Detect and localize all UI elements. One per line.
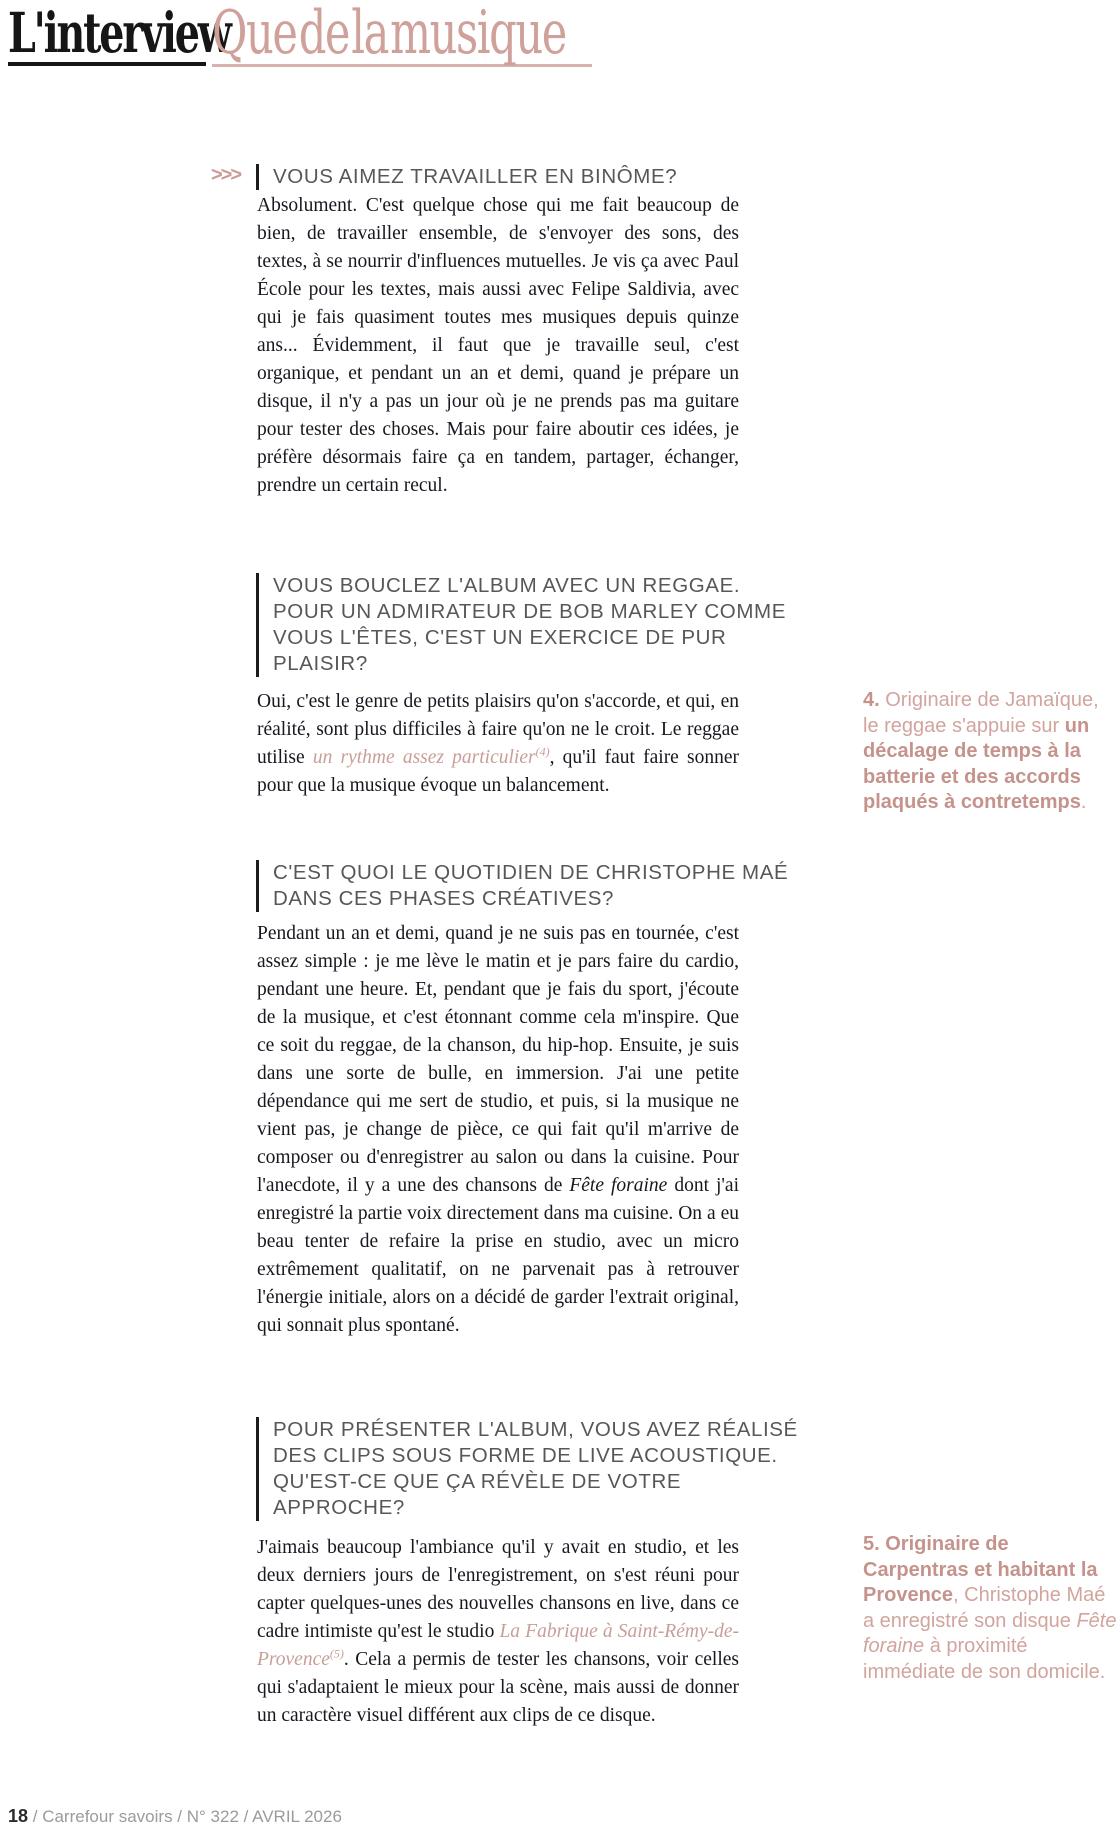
note-5-album-title: Fête foraine [863,1609,1117,1657]
answer-2-text: Oui, c'est le genre de petits plaisirs qu'on s'accorde, et qui, en réalité, sont plus difficiles à faire qu'on ne le croit. Le reggae utilise [257,691,739,768]
note-5-end: à proximité immédiate de son domicile. [863,1635,1106,1683]
page-number: 18 [8,1806,29,1826]
masthead-section [8,0,230,66]
question-bar [256,573,259,677]
question-block-3 [256,860,801,912]
answer-2-accent-phrase: un rythme assez particulier [312,747,536,768]
footer-issue-date: AVRIL 2026 [252,1807,342,1826]
sidebar-note-4 [863,688,1117,816]
question-bar [256,860,259,912]
answer-4-text-end: . Cela a permis de tester les chansons, voir celles qui s'adaptaient le mieux pour la scène, mais aussi de donner un caractère visuel différent aux clips de ce disque. [257,1649,739,1726]
question-4: POUR PRÉSENTER L'ALBUM, VOUS AVEZ RÉALISÉ DES CLIPS SOUS FORME DE LIVE ACOUSTIQUE. QU'EST-CE QUE ÇA RÉVÈLE DE VOTRE APPROCHE? [273,1418,798,1519]
footnote-ref-4: (4) [535,744,550,759]
note-4-end: . [1080,791,1087,813]
answer-4-accent-phrase: La Fabrique à Saint-Rémy-de-Provence [257,1621,739,1670]
note-4-number: 4. [863,689,880,711]
article-title: Que de la musique [212,0,566,68]
question-block-1 [211,164,678,190]
note-5-text: , Christophe Maé a enregistré son disque [863,1584,1106,1632]
note-4-text: Originaire de Jamaïque, le reggae s'appuie sur [863,689,1099,737]
masthead-title [212,2,592,67]
question-2: VOUS BOUCLEZ L'ALBUM AVEC UN REGGAE. POUR UN ADMIRATEUR DE BOB MARLEY COMME VOUS L'ÊTES, C'EST UN EXERCICE DE PUR PLAISIR? [273,574,786,675]
answer-3-text-end: dont j'ai enregistré la partie voix directement dans ma cuisine. On a eu beau tenter de refaire la prise en studio, avec un micro extrêmement qualitatif, on ne parvenait pas à retrouver l'énergie initiale, alors on a décidé de garder l'extrait original, qui sonnait plus spontané. [257,1175,739,1336]
footnote-ref-5: (5) [329,1646,344,1661]
answer-2-text-end: , qu'il faut faire sonner pour que la musique évoque un balancement. [257,747,739,796]
answer-2 [257,688,739,800]
note-5-bold-text: Originaire de Carpentras et habitant la Provence [863,1533,1098,1606]
section-label: L'interview [8,0,230,65]
question-1: VOUS AIMEZ TRAVAILLER EN BINÔME? [273,165,678,188]
note-5-number: 5. [863,1533,880,1555]
answer-3 [257,920,739,1340]
answer-3-album-title: Fête foraine [569,1175,668,1196]
answer-3-text: Pendant un an et demi, quand je ne suis pas en tournée, c'est assez simple : je me lève le matin et je pars faire du cardio, pendant une heure. Et, pendant que je fais du sport, j'écoute de la musique, et c'est étonnant comme cela m'inspire. Que ce soit du reggae, de la chanson, du hip-hop. Ensuite, je suis dans une sorte de bulle, en immersion. J'ai une petite dépendance qui me sert de studio, et puis, si la musique ne vient pas, je change de pièce, ce qui fait qu'il m'arrive de composer ou d'enregistrer au salon ou dans la cuisine. Pour l'anecdote, il y a une des chansons de [257,923,739,1196]
question-bar [256,164,259,190]
question-bar [256,1417,259,1521]
note-4-bold-text: un décalage de temps à la batterie et des accords plaqués à contretemps [863,714,1090,813]
answer-4 [257,1534,739,1730]
sidebar-note-5 [863,1532,1117,1685]
question-block-2 [256,573,801,677]
continuation-marker: >>> [211,164,241,186]
footer-text: / Carrefour savoirs / N° 322 / [28,1807,253,1826]
answer-1: Absolument. C'est quelque chose qui me fait beaucoup de bien, de travailler ensemble, de s'envoyer des sons, des textes, à se nourrir d'influences mutuelles. Je vis ça avec Paul École pour les textes, mais aussi avec Felipe Saldivia, avec qui je fais quasiment toutes mes musiques depuis quinze ans... Évidemment, il faut que je travaille seul, c'est organique, et pendant un an et demi, quand je prépare un disque, il n'y a pas un jour où je ne prends pas ma guitare pour tester des choses. Mais pour faire aboutir ces idées, je préfère désormais faire ça en tandem, partager, échanger, prendre un certain recul. [257,195,739,496]
answer-4-text: J'aimais beaucoup l'ambiance qu'il y avait en studio, et les deux derniers jours de l'enregistrement, on s'est réuni pour capter quelques-unes des nouvelles chansons en live, dans ce cadre intimiste qu'est le studio [257,1537,739,1642]
question-3: C'EST QUOI LE QUOTIDIEN DE CHRISTOPHE MAÉ DANS CES PHASES CRÉATIVES? [273,861,789,910]
question-block-4 [256,1417,801,1521]
page-footer [8,1806,342,1827]
